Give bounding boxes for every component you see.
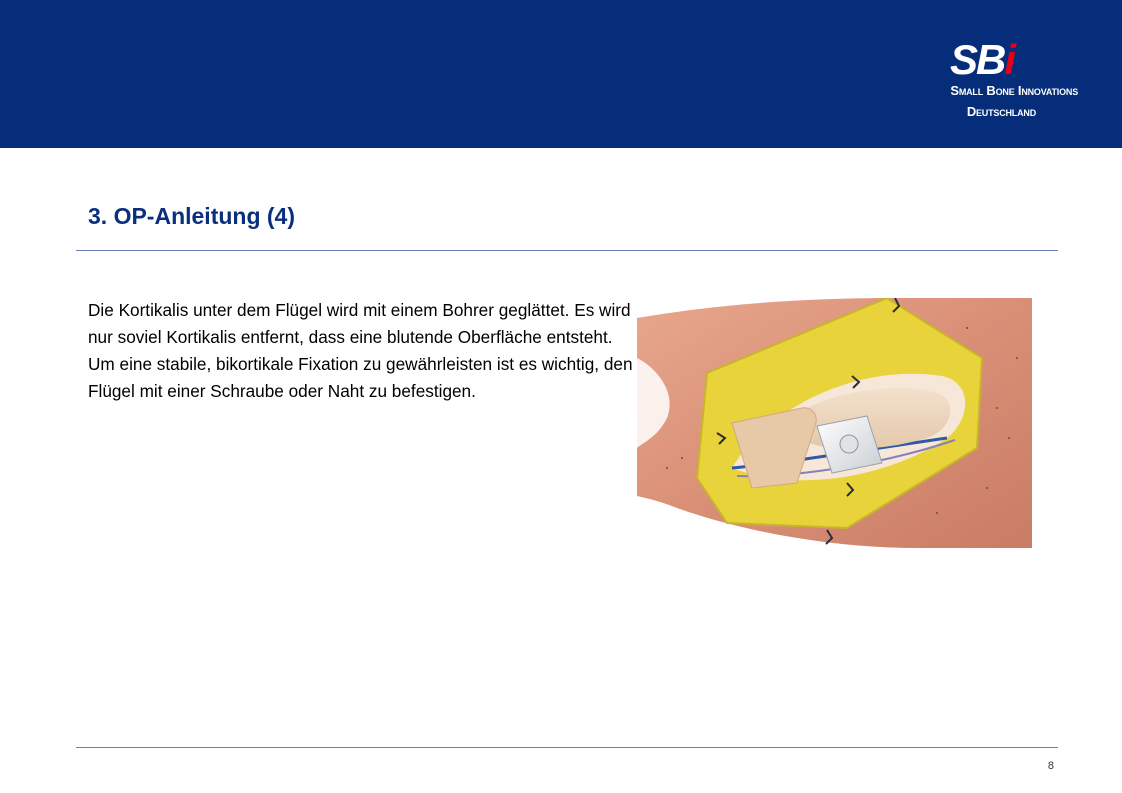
footer-divider xyxy=(76,747,1058,748)
logo-company-name: Small Bone Innovations xyxy=(950,83,1078,98)
logo-country: Deutschland xyxy=(966,104,1036,119)
body-paragraph-2: Um eine stabile, bikortikale Fixation zu gewährleisten ist es wichtig, den Flügel mit einer Schraube oder Naht zu befestigen. xyxy=(88,354,633,401)
logo-mark: SBi xyxy=(950,36,1015,83)
sbi-logo xyxy=(906,38,1078,122)
surgical-illustration xyxy=(637,298,1032,548)
slide-title: 3. OP-Anleitung (4) xyxy=(88,203,295,229)
header-banner xyxy=(0,0,1122,148)
title-divider xyxy=(76,250,1058,251)
page-number: 8 xyxy=(1047,760,1054,772)
surgical-illustration-graphic xyxy=(637,298,1032,548)
body-paragraph-1: Die Kortikalis unter dem Flügel wird mit einem Bohrer geglättet. Es wird nur soviel Kortikalis entfernt, dass eine blutende Oberfläche entsteht. xyxy=(88,300,631,347)
slide-body xyxy=(88,297,638,405)
